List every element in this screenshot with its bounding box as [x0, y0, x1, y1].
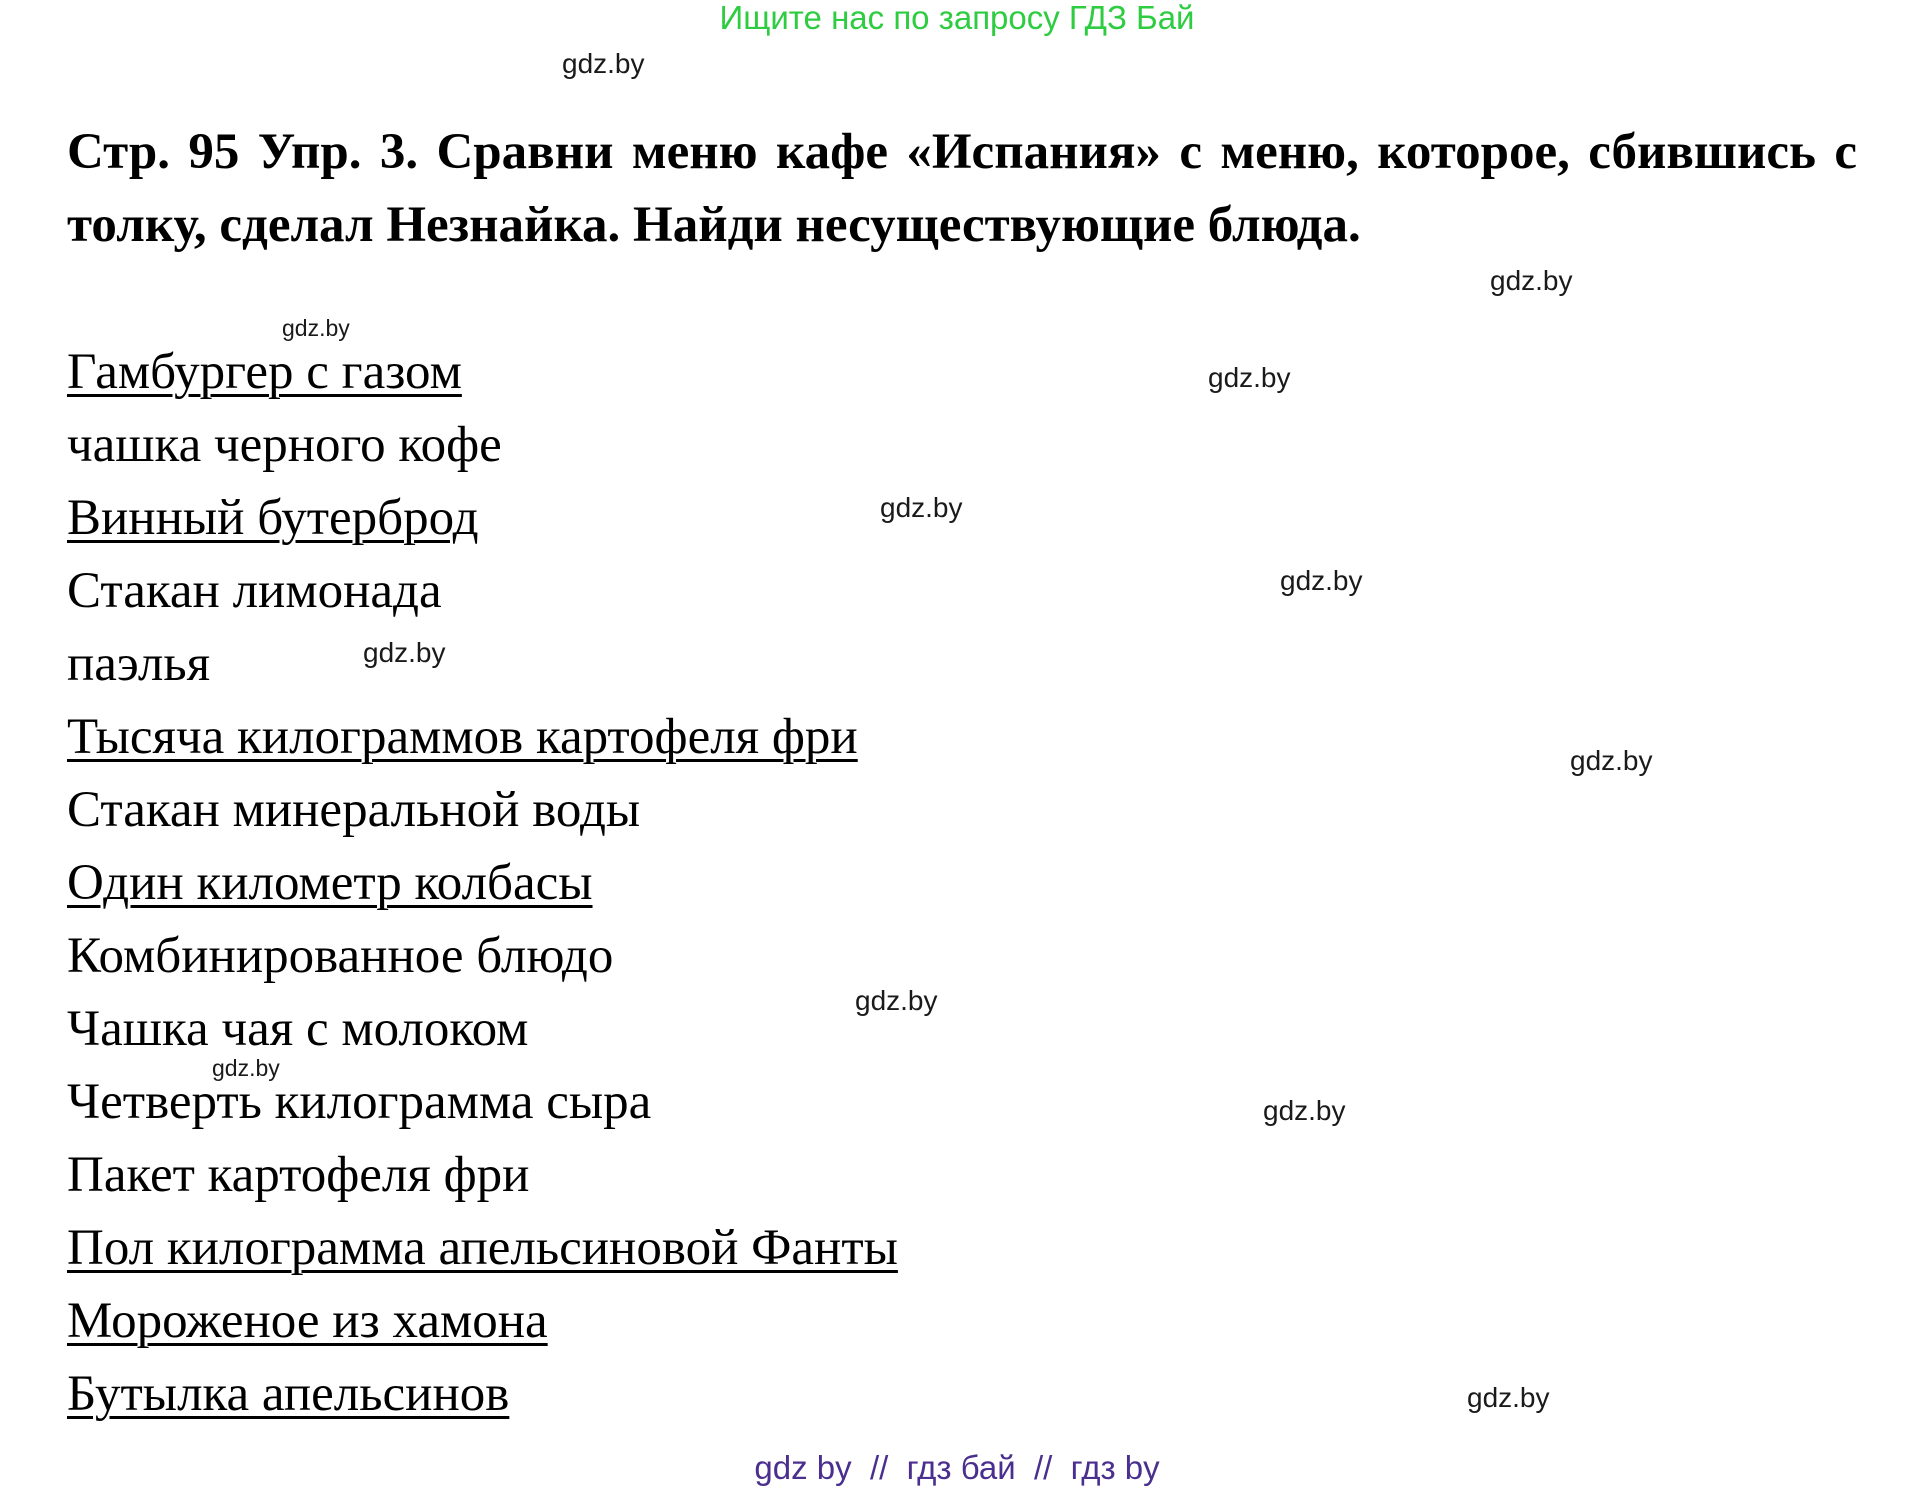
- menu-item: Пакет картофеля фри: [67, 1147, 530, 1203]
- watermark: gdz.by: [363, 637, 446, 668]
- watermark: gdz.by: [1263, 1095, 1346, 1126]
- footer-links: gdz by // гдз бай // гдз by: [754, 1449, 1160, 1486]
- top-banner: Ищите нас по запросу ГДЗ Бай: [719, 0, 1195, 36]
- menu-item: чашка черного кофе: [67, 417, 502, 473]
- watermark: gdz.by: [1280, 565, 1363, 596]
- watermark: gdz.by: [562, 48, 645, 79]
- watermark: gdz.by: [212, 1055, 280, 1081]
- watermark: gdz.by: [1490, 265, 1573, 296]
- menu-item: Четверть килограмма сыра: [67, 1074, 652, 1130]
- menu-item: Один километр колбасы: [67, 855, 593, 911]
- watermark: gdz.by: [1570, 745, 1653, 776]
- menu-item: Комбинированное блюдо: [67, 928, 614, 984]
- menu-item: Гамбургер с газом: [67, 344, 462, 400]
- exercise-heading: Стр. 95 Упр. 3. Сравни меню кафе «Испания» с меню, которое, сбившись с толку, сделал Незнайка. Найди несуществующие блюда.: [67, 124, 1857, 253]
- menu-item: Бутылка апельсинов: [67, 1366, 510, 1422]
- menu-item: паэлья: [67, 636, 211, 692]
- watermark: gdz.by: [1208, 362, 1291, 393]
- menu-item: Винный бутерброд: [67, 490, 479, 546]
- menu-item: Чашка чая с молоком: [67, 1001, 529, 1057]
- watermark: gdz.by: [855, 985, 938, 1016]
- watermark: gdz.by: [282, 315, 350, 341]
- menu-item: Тысяча килограммов картофеля фри: [67, 709, 858, 765]
- menu-item: Стакан лимонада: [67, 563, 442, 619]
- watermark: gdz.by: [1467, 1382, 1550, 1413]
- menu-item: Мороженое из хамона: [67, 1293, 548, 1349]
- menu-list: [67, 336, 898, 1431]
- menu-item: Стакан минеральной воды: [67, 782, 641, 838]
- menu-item: Пол килограмма апельсиновой Фанты: [67, 1220, 898, 1276]
- watermark: gdz.by: [880, 492, 963, 523]
